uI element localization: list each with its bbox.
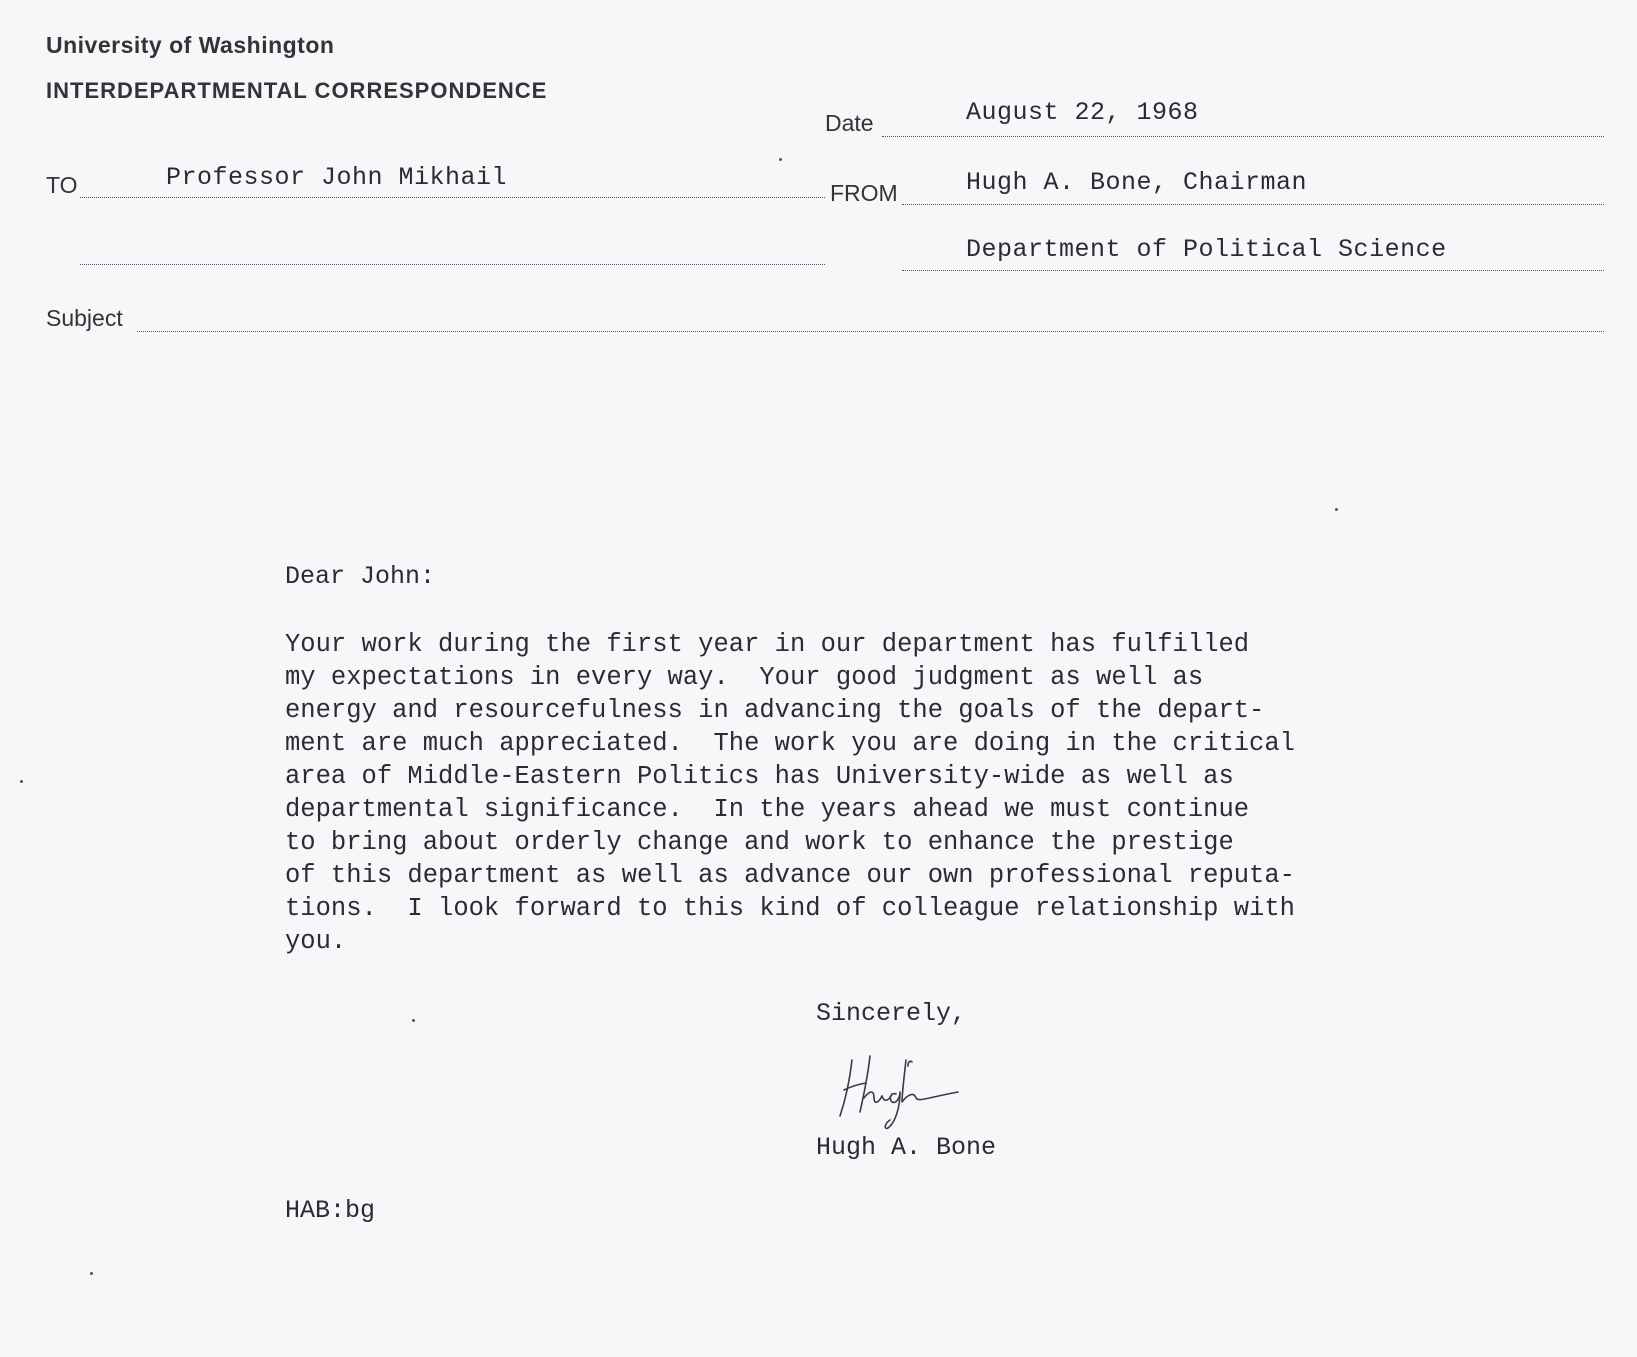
organization-name: University of Washington [46, 32, 335, 58]
scan-speck [90, 1272, 93, 1275]
to-field-line [80, 197, 825, 198]
letter-body [285, 628, 1405, 958]
handwritten-signature [830, 1050, 970, 1135]
reference-initials: HAB:bg [285, 1196, 376, 1225]
date-value: August 22, 1968 [966, 98, 1199, 127]
body-line: of this department as well as advance our own professional reputa- [285, 861, 1295, 890]
body-line: energy and resourcefulness in advancing the goals of the depart- [285, 696, 1265, 725]
date-field-line [882, 136, 1604, 137]
scan-speck [412, 1019, 415, 1022]
scan-speck [1335, 508, 1338, 511]
from-label: FROM [830, 180, 898, 206]
salutation: Dear John: [285, 562, 436, 591]
body-line: area of Middle-Eastern Politics has University-wide as well as [285, 762, 1234, 791]
from-field-line-2 [902, 270, 1604, 271]
body-line: ment are much appreciated. The work you are doing in the critical [285, 729, 1295, 758]
from-value: Hugh A. Bone, Chairman [966, 168, 1308, 197]
body-line: my expectations in every way. Your good judgment as well as [285, 663, 1204, 692]
scan-speck [779, 158, 782, 161]
to-value: Professor John Mikhail [166, 163, 508, 192]
date-label: Date [825, 110, 874, 136]
form-title: INTERDEPARTMENTAL CORRESPONDENCE [46, 78, 548, 103]
signer-name: Hugh A. Bone [816, 1133, 997, 1162]
scan-speck [20, 780, 23, 783]
subject-field-line [137, 331, 1604, 332]
body-line: to bring about orderly change and work to enhance the prestige [285, 828, 1234, 857]
to-field-line-2 [80, 264, 825, 265]
body-line: tions. I look forward to this kind of colleague relationship with [285, 894, 1295, 923]
to-label: TO [46, 172, 78, 198]
from-field-line [902, 204, 1604, 205]
closing: Sincerely, [816, 999, 967, 1028]
from-department: Department of Political Science [966, 235, 1447, 264]
body-line: you. [285, 927, 347, 956]
body-line: departmental significance. In the years ahead we must continue [285, 795, 1250, 824]
subject-label: Subject [46, 305, 123, 331]
body-line: Your work during the first year in our department has fulfilled [285, 630, 1250, 659]
